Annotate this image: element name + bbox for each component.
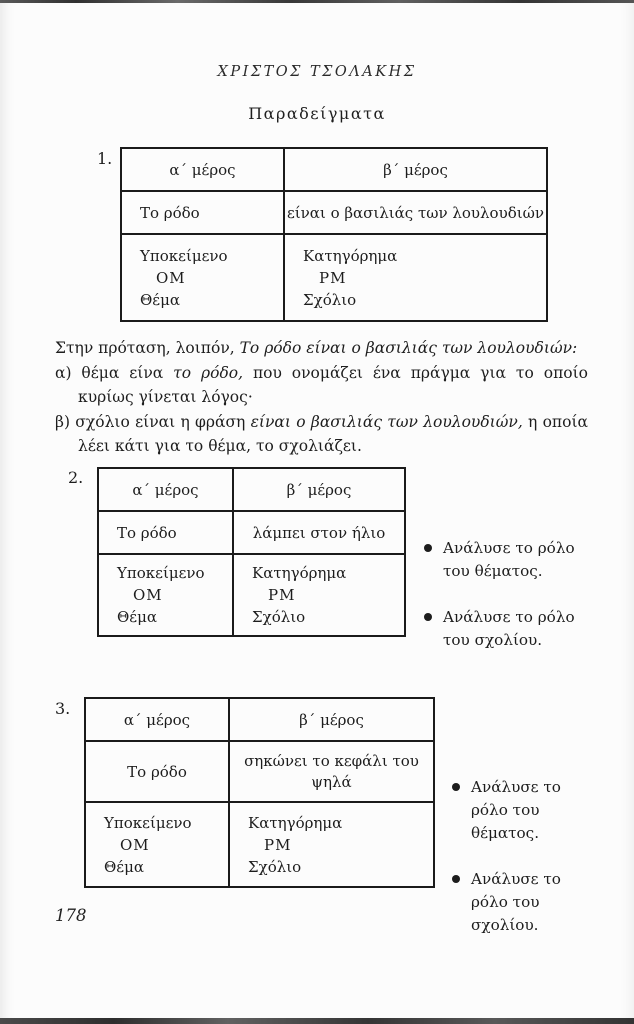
exercise-list-table2	[424, 537, 603, 675]
example-number-2: 2.	[68, 468, 84, 487]
table2-subject-cell	[99, 512, 234, 555]
item-b-plain: β) σχόλιο είναι η φράση	[55, 412, 251, 431]
item-a-plain: α) θέμα είνα	[55, 363, 174, 382]
example-table-2	[97, 467, 406, 637]
bullet-icon	[424, 613, 432, 621]
analysis-term: Θέμα	[104, 857, 144, 876]
analysis-term: Κατηγόρημα	[248, 813, 343, 832]
table2-predicate-text: λάμπει στον ήλιο	[252, 523, 386, 542]
table3-predicate-text: σηκώνει το κεφάλι του ψηλά	[244, 751, 419, 791]
analysis-term: Υποκείμενο	[117, 564, 205, 582]
exercise-text: Ανάλυσε το ρόλο του θέματος.	[471, 778, 561, 842]
table1-subject-text: Το ρόδο	[140, 203, 200, 222]
table3-header-a	[86, 699, 230, 742]
bullet-icon	[452, 783, 460, 791]
analysis-term: ΡΜ	[264, 835, 292, 854]
exercise-item	[452, 776, 601, 845]
analysis-term: ΡΜ	[268, 586, 296, 604]
example-number-3: 3.	[55, 699, 71, 718]
exercise-list-table3	[452, 776, 601, 960]
bullet-icon	[424, 544, 432, 552]
table1-header-b-label: β΄ μέρος	[383, 160, 448, 179]
analysis-term: Κατηγόρημα	[252, 564, 347, 582]
analysis-term: Σχόλιο	[252, 608, 306, 626]
table3-header-b-label: β΄ μέρος	[299, 710, 364, 729]
table3-analysis-right-cell	[230, 803, 433, 886]
table2-subject-text: Το ρόδο	[117, 523, 177, 542]
table3-analysis-left-cell	[86, 803, 230, 886]
commentary-paragraph	[55, 336, 588, 459]
analysis-term: Θέμα	[117, 608, 157, 626]
table2-header-b-label: β΄ μέρος	[286, 480, 352, 499]
commentary-intro-plain: Στην πρόταση, λοιπόν,	[55, 339, 240, 357]
table2-analysis-left-cell	[99, 555, 234, 635]
table3-predicate-cell	[230, 742, 433, 803]
table1-subject-cell	[122, 192, 285, 235]
table2-predicate-cell	[234, 512, 404, 555]
table2-analysis-right-cell	[234, 555, 404, 635]
exercise-text: Ανάλυσε το ρόλο του σχολίου.	[443, 608, 575, 649]
table1-header-a-label: α΄ μέρος	[169, 160, 236, 179]
example-table-1	[120, 147, 548, 322]
table1-predicate-cell	[285, 192, 546, 235]
commentary-intro-italic: Το ρόδο είναι ο βασιλιάς των λουλουδιών:	[239, 339, 578, 357]
analysis-term: ΟΜ	[133, 586, 163, 604]
scan-edge-bottom	[0, 1018, 634, 1024]
commentary-intro-line	[55, 336, 588, 361]
analysis-term: Σχόλιο	[248, 857, 302, 876]
exercise-item	[424, 537, 603, 583]
analysis-term: Υποκείμενο	[140, 246, 228, 265]
bullet-icon	[452, 875, 460, 883]
page-number: 178	[55, 906, 87, 925]
exercise-text: Ανάλυσε το ρόλο του σχολίου.	[471, 870, 561, 934]
analysis-term: ΟΜ	[156, 268, 186, 287]
commentary-item-a	[55, 361, 588, 410]
exercise-item	[452, 868, 601, 937]
example-table-3	[84, 697, 435, 888]
item-a-plain: που ονομάζει ένα πράγμα για το οποίο κυρίως γίνεται λόγος·	[78, 363, 588, 407]
item-b-italic: είναι ο βασιλιάς των λουλουδιών,	[250, 412, 523, 431]
exercise-item	[424, 606, 603, 652]
item-a-italic: το ρόδο,	[173, 363, 244, 382]
analysis-term: Σχόλιο	[303, 290, 357, 309]
commentary-item-b	[55, 410, 588, 459]
table2-header-b	[234, 469, 404, 512]
running-header-author: ΧΡΙΣΤΟΣ ΤΣΟΛΑΚΗΣ	[217, 64, 417, 80]
table1-header-b	[285, 149, 546, 192]
table3-header-b	[230, 699, 433, 742]
item-b-plain: η οποία λέει κάτι για το θέμα, το σχολιάζει.	[78, 412, 588, 456]
table3-subject-cell	[86, 742, 230, 803]
table2-header-a-label: α΄ μέρος	[132, 480, 199, 499]
table1-header-a	[122, 149, 285, 192]
table3-subject-text: Το ρόδο	[127, 762, 187, 781]
analysis-term: Κατηγόρημα	[303, 246, 398, 265]
table1-analysis-left-cell	[122, 235, 285, 320]
analysis-term: Υποκείμενο	[104, 813, 192, 832]
analysis-term: ΟΜ	[120, 835, 150, 854]
table3-header-a-label: α΄ μέρος	[123, 710, 191, 729]
table1-predicate-text: είναι ο βασιλιάς των λουλουδιών	[287, 203, 544, 222]
example-number-1: 1.	[97, 149, 113, 168]
analysis-term: ΡΜ	[319, 268, 347, 287]
analysis-term: Θέμα	[140, 290, 180, 309]
table1-analysis-right-cell	[285, 235, 546, 320]
exercise-text: Ανάλυσε το ρόλο του θέματος.	[443, 539, 575, 580]
section-title: Παραδείγματα	[248, 104, 386, 123]
table2-header-a	[99, 469, 234, 512]
scan-edge-top	[0, 0, 634, 3]
